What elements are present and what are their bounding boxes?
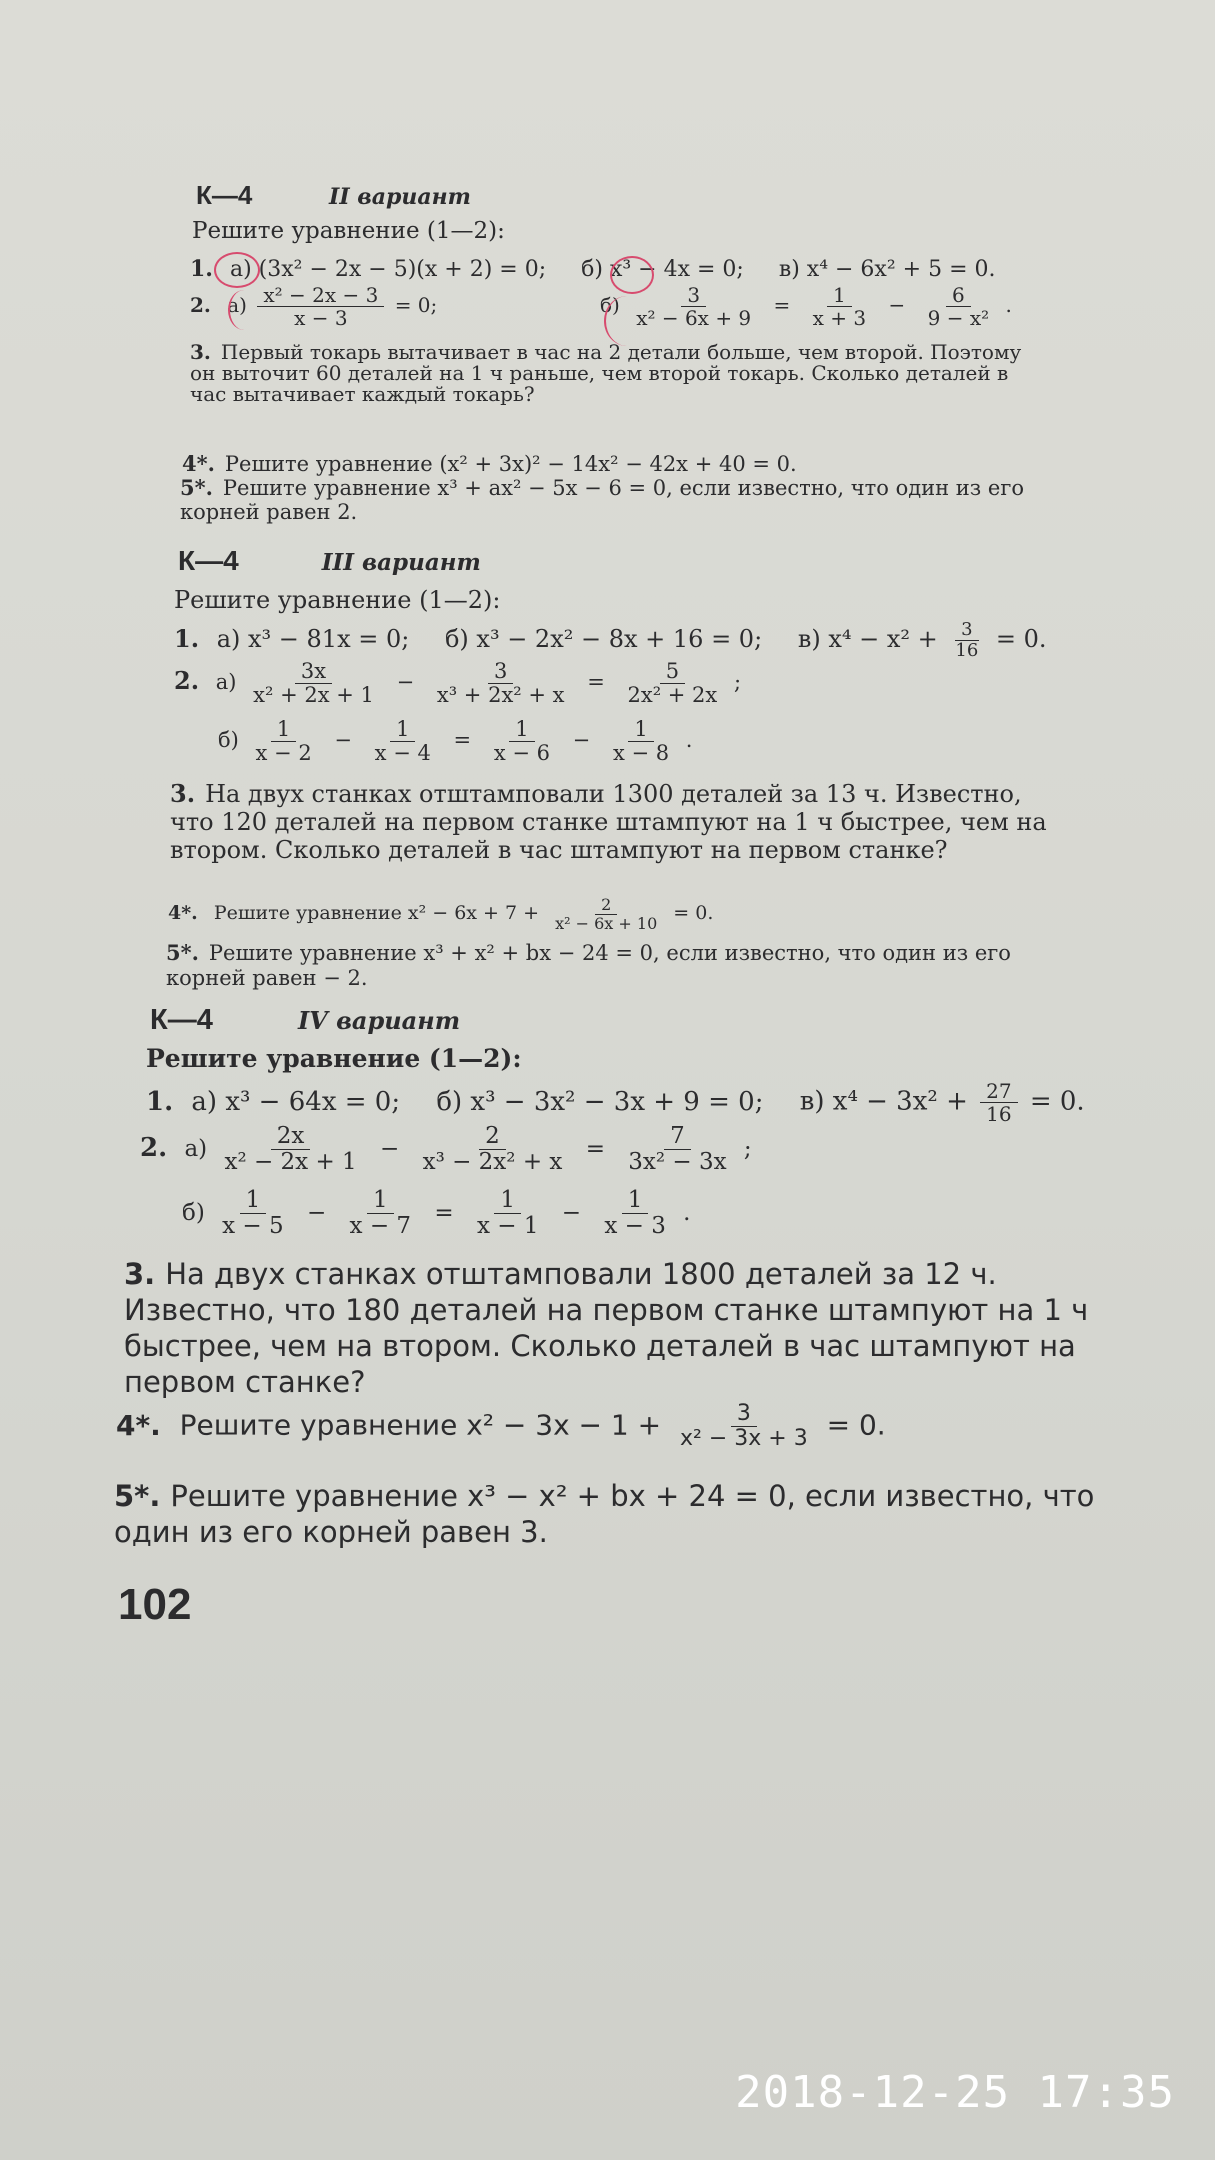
problem-2b <box>182 1188 690 1240</box>
denominator: x − 5 <box>222 1213 284 1240</box>
equation-a: а) (3x² − 2x − 5)(x + 2) = 0; <box>229 257 547 282</box>
denominator: x − 1 <box>476 1213 539 1240</box>
pen-circle-mark <box>214 252 260 288</box>
problem-3 <box>170 780 1070 864</box>
numerator: 3 <box>955 620 978 641</box>
problem-number: 2. <box>174 666 200 696</box>
denominator: x³ − 2x² + x <box>422 1149 563 1176</box>
fraction <box>980 1080 1017 1125</box>
equals: = 0. <box>826 1408 886 1442</box>
problem-number: 3. <box>170 779 196 808</box>
pen-circle-mark <box>610 256 654 294</box>
problem-2b <box>218 718 692 765</box>
problem-text: На двух станках отштамповали 1300 деталей за 13 ч. Известно, что 120 деталей на первом станке штампуют на 1 ч быстрее, чем на втором. Сколько деталей в час штампуют на первом станке? <box>170 780 1047 864</box>
problem-number: 4*. <box>182 451 215 476</box>
equation-c: в) x⁴ − 3x² + <box>799 1086 968 1117</box>
numerator: 3x <box>295 660 332 684</box>
minus: − <box>306 1199 327 1226</box>
fraction <box>949 620 984 661</box>
denominator: x − 7 <box>349 1213 412 1240</box>
test-code: К—4 <box>150 1004 213 1036</box>
problem-5 <box>180 476 1040 524</box>
variant-title: II вариант <box>329 184 471 210</box>
fraction <box>250 718 318 765</box>
equals: = <box>587 670 605 695</box>
problem-number: 2. <box>140 1132 168 1163</box>
problem-4 <box>182 451 797 476</box>
numerator: 1 <box>240 1188 267 1214</box>
numerator: 1 <box>827 284 852 307</box>
numerator: 7 <box>664 1124 691 1150</box>
variant-title: III вариант <box>321 549 481 576</box>
instruction: Решите уравнение (1—2): <box>192 218 505 244</box>
problem-number: 1. <box>174 623 200 653</box>
equation-c: в) x⁴ − 6x² + 5 = 0. <box>778 257 996 282</box>
equals: = <box>434 1199 454 1226</box>
equation-b: б) x³ − 2x² − 8x + 16 = 0; <box>444 624 763 653</box>
problem-number: 1. <box>190 256 213 282</box>
period: . <box>685 728 693 753</box>
fraction <box>621 660 723 707</box>
problem-number: 4*. <box>116 1408 161 1442</box>
period: . <box>1005 293 1012 317</box>
denominator: 3x² − 3x <box>628 1149 727 1176</box>
variant-title: IV вариант <box>297 1006 461 1035</box>
fraction <box>218 1124 362 1176</box>
denominator: x² + 2x + 1 <box>253 683 374 708</box>
numerator: 2 <box>479 1124 506 1150</box>
equals: = 0. <box>995 624 1047 653</box>
denominator: x − 3 <box>294 306 348 330</box>
problem-number: 3. <box>124 1257 156 1291</box>
problem-number: 4*. <box>168 902 198 925</box>
problem-number: 5*. <box>180 475 213 500</box>
instruction: Решите уравнение (1—2): <box>174 586 501 614</box>
problem-text: Решите уравнение x³ − x² + bx + 24 = 0, если известно, что один из его корней равен 3. <box>114 1479 1095 1549</box>
fraction <box>417 1124 569 1176</box>
equation-c: в) x⁴ − x² + <box>797 624 938 653</box>
numerator: 3 <box>488 660 513 684</box>
fraction <box>607 718 675 765</box>
problem-5 <box>114 1478 1114 1550</box>
equals: = 0; <box>394 293 438 317</box>
equals: = 0. <box>1029 1086 1085 1117</box>
minus: − <box>572 728 591 753</box>
equation-b: б) x³ − 3x² − 3x + 9 = 0; <box>436 1086 764 1117</box>
problem-number: 5*. <box>166 940 199 965</box>
problem-1 <box>146 1080 1085 1125</box>
equation-a: а) x³ − 81x = 0; <box>216 624 410 653</box>
numerator: 5 <box>660 660 685 684</box>
denominator: x³ + 2x² + x <box>436 683 565 708</box>
fraction <box>622 1124 732 1176</box>
problem-text: Решите уравнение x² − 3x − 1 + <box>179 1408 662 1442</box>
part-b-label: б) <box>599 293 620 317</box>
problem-text: Решите уравнение x³ + x² + bx − 24 = 0, если известно, что один из его корней равен − 2. <box>166 941 1011 990</box>
denominator: x − 2 <box>255 741 312 766</box>
period: . <box>683 1199 691 1226</box>
equals: = <box>773 293 791 317</box>
numerator: 3 <box>731 1402 757 1427</box>
problem-text: Решите уравнение (x² + 3x)² − 14x² − 42x + 40 = 0. <box>224 452 797 476</box>
fraction <box>598 1188 672 1240</box>
numerator: 1 <box>271 718 296 742</box>
variant-2-header <box>196 180 471 211</box>
denominator: x² − 2x + 1 <box>224 1149 357 1176</box>
denominator: x² − 6x + 9 <box>636 306 752 330</box>
fraction <box>488 718 556 765</box>
fraction <box>216 1188 290 1240</box>
fraction <box>807 284 872 329</box>
denominator: 9 − x² <box>927 306 990 330</box>
fraction <box>247 660 380 707</box>
problem-number: 3. <box>190 340 211 364</box>
numerator: 3 <box>681 284 706 307</box>
problem-4 <box>116 1402 886 1451</box>
test-code: К—4 <box>178 545 239 576</box>
problem-1 <box>190 256 1024 282</box>
minus: − <box>888 293 906 317</box>
numerator: 27 <box>980 1080 1017 1103</box>
pen-bracket-mark <box>604 296 650 346</box>
problem-3 <box>124 1256 1124 1400</box>
numerator: 2x <box>271 1124 311 1150</box>
minus: − <box>396 670 415 695</box>
denominator: x − 8 <box>612 741 670 766</box>
problem-4 <box>168 896 713 932</box>
denominator: x − 4 <box>374 741 431 766</box>
fraction <box>369 718 437 765</box>
equals: = <box>453 728 472 753</box>
pen-bracket-mark <box>228 290 260 330</box>
variant-3-header <box>178 545 481 577</box>
problem-2a <box>174 660 741 707</box>
denominator: x + 3 <box>812 306 867 330</box>
fraction <box>549 896 663 932</box>
denominator: x² − 6x + 10 <box>555 913 658 933</box>
variant-4-header <box>150 1004 460 1037</box>
fraction <box>922 284 996 329</box>
problem-1 <box>174 620 1047 661</box>
page-number: 102 <box>118 1580 192 1629</box>
test-code: К—4 <box>196 180 253 210</box>
equation-a: а) x³ − 64x = 0; <box>191 1086 401 1117</box>
problem-text: Решите уравнение x³ + ax² − 5x − 6 = 0, если известно, что один из его корней равен 2. <box>180 476 1025 524</box>
minus: − <box>380 1135 400 1162</box>
numerator: x² − 2x − 3 <box>257 284 384 307</box>
denominator: x² − 3x + 3 <box>680 1426 808 1452</box>
problem-text: Решите уравнение x² − 6x + 7 + <box>213 902 540 925</box>
denominator: 16 <box>986 1102 1012 1126</box>
problem-text: Первый токарь вытачивает в час на 2 детали больше, чем второй. Поэтому он выточит 60 деталей на 1 ч раньше, чем второй токарь. Сколько деталей в час вытачивает каждый токарь? <box>190 340 1022 406</box>
numerator: 1 <box>494 1188 521 1214</box>
numerator: 2 <box>595 896 617 915</box>
fraction <box>471 1188 545 1240</box>
equals: = 0. <box>673 902 714 925</box>
semicolon: ; <box>743 1135 752 1162</box>
fraction <box>257 284 384 329</box>
denominator: x − 3 <box>604 1213 666 1240</box>
numerator: 1 <box>367 1188 394 1214</box>
equals: = <box>585 1135 605 1162</box>
equation-b: б) x³ − 4x = 0; <box>581 257 744 282</box>
numerator: 1 <box>628 718 653 742</box>
numerator: 1 <box>390 718 415 742</box>
part-a-label: а) <box>215 670 237 695</box>
numerator: 1 <box>509 718 534 742</box>
minus: − <box>561 1199 582 1226</box>
fraction <box>674 1402 814 1451</box>
minus: − <box>334 728 352 753</box>
problem-number: 1. <box>146 1086 174 1117</box>
part-b-label: б) <box>218 728 239 753</box>
fraction <box>431 660 571 707</box>
problem-text: На двух станках отштамповали 1800 деталей за 12 ч. Известно, что 180 деталей на первом станке штампуют на 1 ч быстрее, чем на втором. Сколько деталей в час штампуют на первом станке? <box>124 1257 1089 1399</box>
numerator: 1 <box>622 1188 649 1214</box>
denominator: 2x² + 2x <box>627 683 718 708</box>
problem-5 <box>166 940 1066 991</box>
numerator: 6 <box>946 284 971 307</box>
semicolon: ; <box>733 670 742 695</box>
problem-3 <box>190 342 1050 405</box>
photo-timestamp: 2018-12-25 17:35 <box>735 2067 1175 2118</box>
part-a-label: а) <box>227 293 247 317</box>
denominator: 16 <box>955 639 979 661</box>
problem-2 <box>190 284 1012 329</box>
instruction: Решите уравнение (1—2): <box>146 1044 522 1073</box>
part-b-label: б) <box>182 1199 205 1226</box>
problem-number: 2. <box>190 293 211 317</box>
problem-2a <box>140 1124 752 1176</box>
fraction <box>344 1188 418 1240</box>
part-a-label: а) <box>184 1135 208 1162</box>
denominator: x − 6 <box>493 741 550 766</box>
problem-number: 5*. <box>114 1479 161 1513</box>
